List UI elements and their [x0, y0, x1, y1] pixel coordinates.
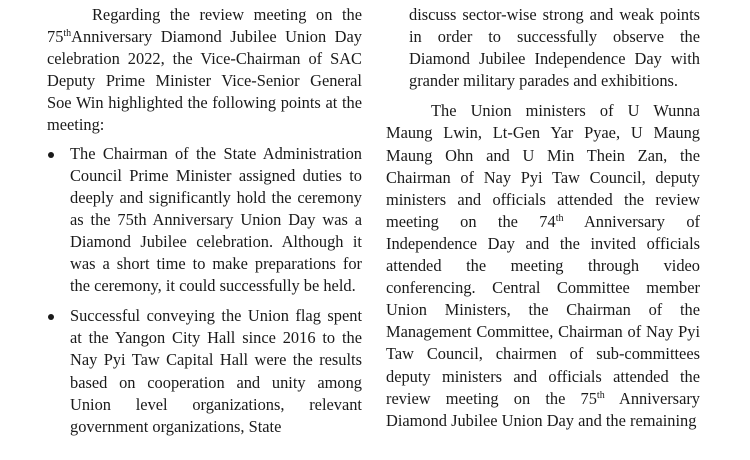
attendees-text-middle: Anniversary of Independence Day and the invited officials attended the meeting through video conferencing. Central Committee member Union Ministers, the Chairman of the Management Committee, Chairman of Nay Pyi Taw Council, chairmen of sub-committees deputy ministers and officials attended the review meeting on the 75 [386, 211, 700, 408]
ordinal-suffix: th [63, 28, 72, 40]
right-column [386, 4, 700, 432]
bullet-item [47, 143, 362, 298]
bullet-text: The Chairman of the State Administration Council Prime Minister assigned duties to deeply and significantly hold the ceremony as the 75th Anniversary Union Day was a Diamond Jubilee celebration. Although it was a short time to make preparations for the ceremony, it could successfully be held. [70, 143, 362, 296]
ordinal-suffix: th [555, 212, 564, 224]
bullet-dot-icon [48, 152, 54, 158]
intro-paragraph [47, 4, 362, 137]
bullet-item [47, 305, 362, 438]
intro-text-rest: Anniversary Diamond Jubilee Union Day celebration 2022, the Vice-Chairman of SAC Deputy Prime Minister Vice-Senior General Soe Win highlighted the following points at the meeting: [47, 27, 362, 135]
bullet-text: Successful conveying the Union flag spent at the Yangon City Hall since 2016 to the Nay Pyi Taw Capital Hall were the results based on cooperation and unity among Union level organizations, relevant government organizations, State [70, 306, 362, 436]
left-column [47, 4, 362, 446]
bullet-list [47, 143, 362, 438]
continued-bullet-text: discuss sector-wise strong and weak points in order to successfully observe the Diamond Jubilee Independence Day with grander military parades and exhibitions. [409, 5, 700, 91]
attendees-text-start: The Union ministers of U Wunna Maung Lwin, Lt-Gen Yar Pyae, U Maung Maung Ohn and U Min Thein Zan, the Chairman of Nay Pyi Taw Council, deputy ministers and officials attended the review meeting on the 74 [386, 101, 700, 231]
bullet-dot-icon [48, 314, 54, 320]
attendees-text-end: Anniversary Diamond Jubilee Union Day and the remaining [386, 388, 700, 430]
ordinal-suffix: th [596, 389, 605, 401]
intro-text-start: Regarding the review meeting on the 75 [47, 5, 362, 47]
attendees-paragraph [386, 100, 700, 431]
